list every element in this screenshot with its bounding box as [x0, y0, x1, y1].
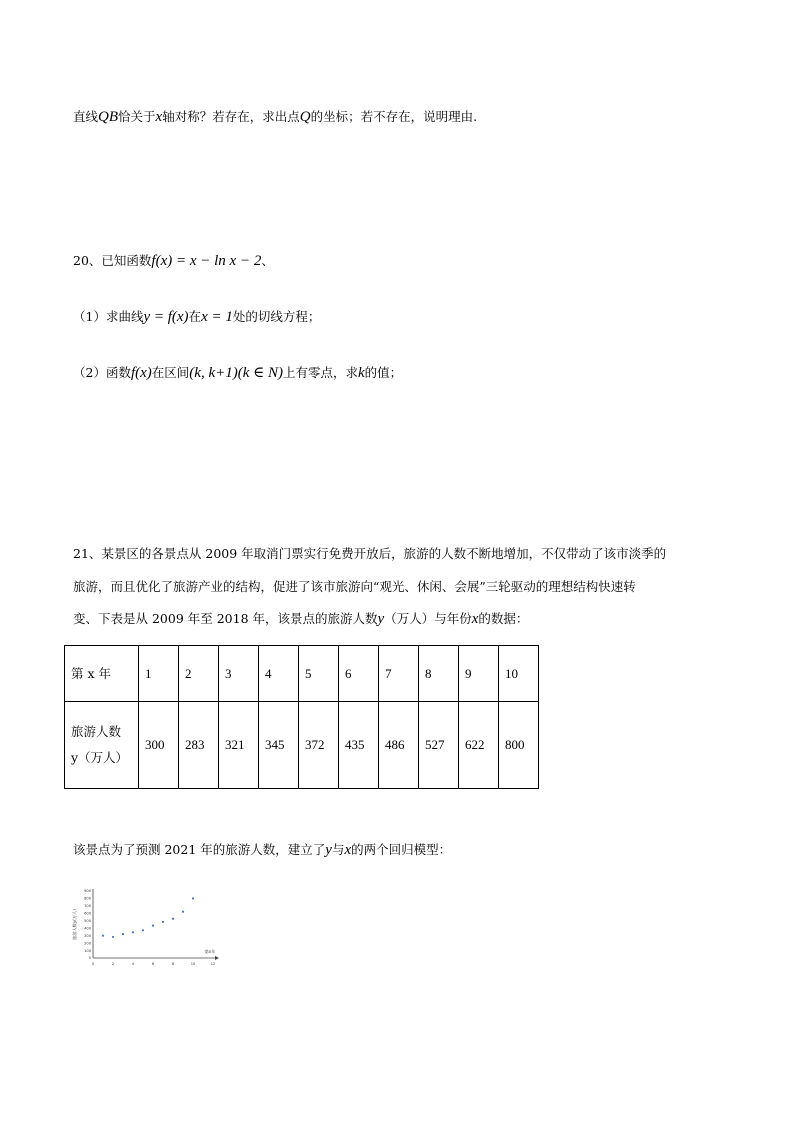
text: 直线: [73, 109, 99, 124]
math-point: x = 1: [201, 309, 233, 325]
text: 变、下表是从 2009 年至 2018 年，该景点的旅游人数: [73, 611, 378, 626]
text: 与: [331, 842, 345, 857]
table-cell: 300: [139, 702, 179, 789]
y-tick-label: 400: [84, 926, 91, 931]
table-cell: 800: [499, 702, 539, 789]
text: 21、某景区的各景点从 2009 年取消门票实行免费开放后，旅游的人数不断地增加，不仅带动了该市淡季的: [73, 546, 667, 561]
y-tick-label: 100: [84, 948, 91, 953]
text: 在区间: [151, 365, 190, 380]
text: 该景点为了预测 2021 年的旅游人数，建立了: [73, 842, 326, 857]
math-q: Q: [299, 109, 311, 125]
x-tick-label: 2: [111, 962, 115, 966]
text: 轴对称？若存在，求出点: [162, 109, 300, 124]
header-line: 旅游人数: [71, 724, 122, 739]
x-tick-label: 0: [91, 962, 95, 966]
y-tick-label: 500: [84, 918, 91, 923]
table-cell: 527: [419, 702, 459, 789]
text: 处的切线方程；: [232, 309, 321, 324]
text: 20、已知函数: [73, 253, 152, 268]
problem-20-part-1: [73, 308, 320, 326]
text: 的两个回归模型：: [351, 842, 452, 857]
header-line: y（万人）: [71, 750, 129, 765]
math-x: x: [471, 611, 479, 627]
table-cell: 372: [299, 702, 339, 789]
y-tick-label: 0: [88, 956, 91, 961]
text: 的值；: [364, 365, 403, 380]
math-y: y: [377, 611, 385, 627]
table-cell: 345: [259, 702, 299, 789]
x-tick-label: 8: [171, 962, 175, 966]
scatter-chart: [68, 885, 228, 975]
table-row-visitors: [65, 702, 539, 789]
math-curve: y = f(x): [143, 309, 189, 325]
x-axis-label: 第x年: [204, 949, 216, 954]
y-tick-label: 900: [84, 889, 91, 894]
math-y: y: [325, 842, 332, 858]
x-tick-label: 4: [131, 962, 135, 966]
table-cell: 9: [459, 646, 499, 702]
table-cell: 6: [339, 646, 379, 702]
text: 、: [261, 253, 274, 268]
table-cell: 7: [379, 646, 419, 702]
table-cell: 321: [219, 702, 259, 789]
text: 在: [188, 309, 202, 324]
table-cell: 10: [499, 646, 539, 702]
data-point: [102, 935, 104, 937]
text: 的坐标；若不存在，说明理由.: [310, 109, 478, 124]
math-function: f(x) = x − ln x − 2: [151, 253, 262, 269]
data-point: [192, 897, 194, 899]
problem-21-line-1: [73, 545, 666, 563]
problem-21-line-2: [73, 578, 636, 596]
y-tick-label: 700: [84, 904, 91, 909]
data-point: [142, 929, 144, 931]
math-k: k: [358, 365, 365, 381]
y-tick-label: 600: [84, 911, 91, 916]
data-table: [64, 645, 539, 789]
table-cell: 283: [179, 702, 219, 789]
text: （2）函数: [73, 365, 131, 380]
data-point: [152, 925, 154, 927]
math-x: x: [155, 109, 163, 125]
table-cell: 486: [379, 702, 419, 789]
problem-20-title: [73, 252, 274, 270]
regression-model-intro: [73, 841, 451, 859]
text: （1）求曲线: [73, 309, 144, 324]
data-point: [112, 936, 114, 938]
y-axis-label: 旅游人数y(万人): [72, 909, 77, 940]
table-cell: 4: [259, 646, 299, 702]
prev-problem-line: [73, 108, 477, 126]
table-header-year: 第 x 年: [65, 646, 139, 702]
problem-20-part-2: [73, 364, 402, 382]
text: 恰关于: [118, 109, 156, 124]
data-point: [122, 933, 124, 935]
data-point: [172, 918, 174, 920]
x-axis-arrow: [215, 956, 219, 960]
data-point: [182, 911, 184, 913]
data-point: [162, 921, 164, 923]
math-interval: (k, k+1)(k ∈ N): [189, 365, 283, 381]
y-tick-label: 200: [84, 941, 91, 946]
x-tick-label: 6: [151, 962, 155, 966]
table-cell: 2: [179, 646, 219, 702]
x-tick-label: 10: [190, 962, 196, 966]
x-tick-label: 12: [210, 962, 216, 966]
table-cell: 622: [459, 702, 499, 789]
y-tick-label: 300: [84, 933, 91, 938]
table-cell: 3: [219, 646, 259, 702]
math-function: f(x): [130, 365, 152, 381]
y-tick-label: 800: [84, 896, 91, 901]
text: 旅游，而且优化了旅游产业的结构，促进了该市旅游向“观光、休闲、会展”三轮驱动的理想结构快速转: [73, 579, 636, 594]
table-header-visitors: [65, 702, 139, 789]
table-cell: 8: [419, 646, 459, 702]
table-cell: 5: [299, 646, 339, 702]
math-x: x: [344, 842, 352, 858]
text: （万人）与年份: [384, 611, 472, 626]
text: 的数据：: [478, 611, 529, 626]
text: 上有零点，求: [282, 365, 358, 380]
data-point: [132, 931, 134, 933]
table-row-year: [65, 646, 539, 702]
table-cell: 435: [339, 702, 379, 789]
table-cell: 1: [139, 646, 179, 702]
problem-21-line-3: [73, 610, 528, 628]
math-qb: QB: [98, 109, 119, 125]
